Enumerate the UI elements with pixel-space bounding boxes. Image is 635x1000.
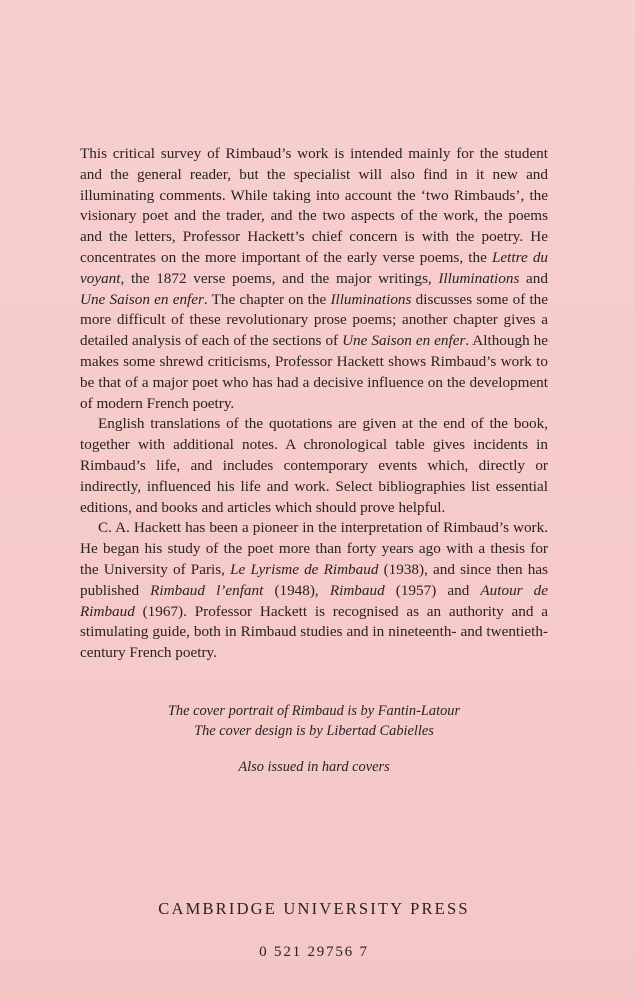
text-run: (1948), [263,581,330,599]
text-run: . Although he makes some shrewd criticisms, Professor Hackett shows Rimbaud’s work to be that of a major poet who has had a decisive influence on the development of modern French poetry. [80,332,548,412]
design-credit: The cover design is by Libertad Cabielles [194,723,434,739]
portrait-credit: The cover portrait of Rimbaud is by Fantin-Latour [167,703,461,719]
blurb-paragraph-3 [80,518,548,664]
italic-title: Lettre du voyant [80,248,549,287]
blurb-paragraph-1 [80,144,548,414]
blurb-paragraph-2 [80,414,548,518]
hardcover-note: Also issued in hard covers [238,759,390,775]
text-run: (1938), and since then has published [80,560,548,599]
cover-credits [80,701,548,777]
italic-title: Rimbaud l’enfant [150,581,264,599]
publisher-name: CAMBRIDGE UNIVERSITY PRESS [158,899,470,918]
text-run: This critical survey of Rimbaud’s work is intended mainly for the student and the general reader, but the specialist will also find in it new and illuminating comments. While taking into account the ‘two Rimbauds’, the visionary poet and the trader, and the two aspects of the work, the poems and the letters, Professor Hackett’s chief concern is with the poetry. He concentrates on the more important of the early verse poems, the [80,145,548,266]
italic-title: Rimbaud [329,581,385,599]
text-run: C. A. Hackett has been a pioneer in the interpretation of Rimbaud’s work. He began his study of the poet more than forty years ago with a thesis for the University of Paris, [80,519,548,578]
text-run: (1957) and [384,581,481,599]
italic-title: Le Lyrisme de Rimbaud [230,560,379,578]
italic-title: Illuminations [330,290,412,308]
italic-title: Autour de Rimbaud [80,581,549,620]
italic-title: Une Saison en enfer [342,332,466,350]
text-run: and [519,269,548,287]
isbn-number: 0 521 29756 7 [259,944,369,960]
text-run: English translations of the quotations are given at the end of the book, together with additional notes. A chronological table gives incidents in Rimbaud’s life, and includes contemporary events which, directly or indirectly, influenced his life and work. Select bibliographies list essential editions, and books and articles which should prove helpful. [80,415,548,516]
italic-title: Illuminations [438,269,520,287]
text-run: discusses some of the more difficult of these revolutionary prose poems; another chapter gives a detailed analysis of each of the sections of [80,290,548,350]
blurb-text [80,144,548,664]
text-run: , the 1872 verse poems, and the major writings, [120,269,439,287]
italic-title: Une Saison en enfer [80,290,204,308]
text-run: (1967). Professor Hackett is recognised as an authority and a stimulating guide, both in Rimbaud studies and in nineteenth- and twentieth-century French poetry. [80,602,548,662]
text-run: . The chapter on the [203,290,331,308]
